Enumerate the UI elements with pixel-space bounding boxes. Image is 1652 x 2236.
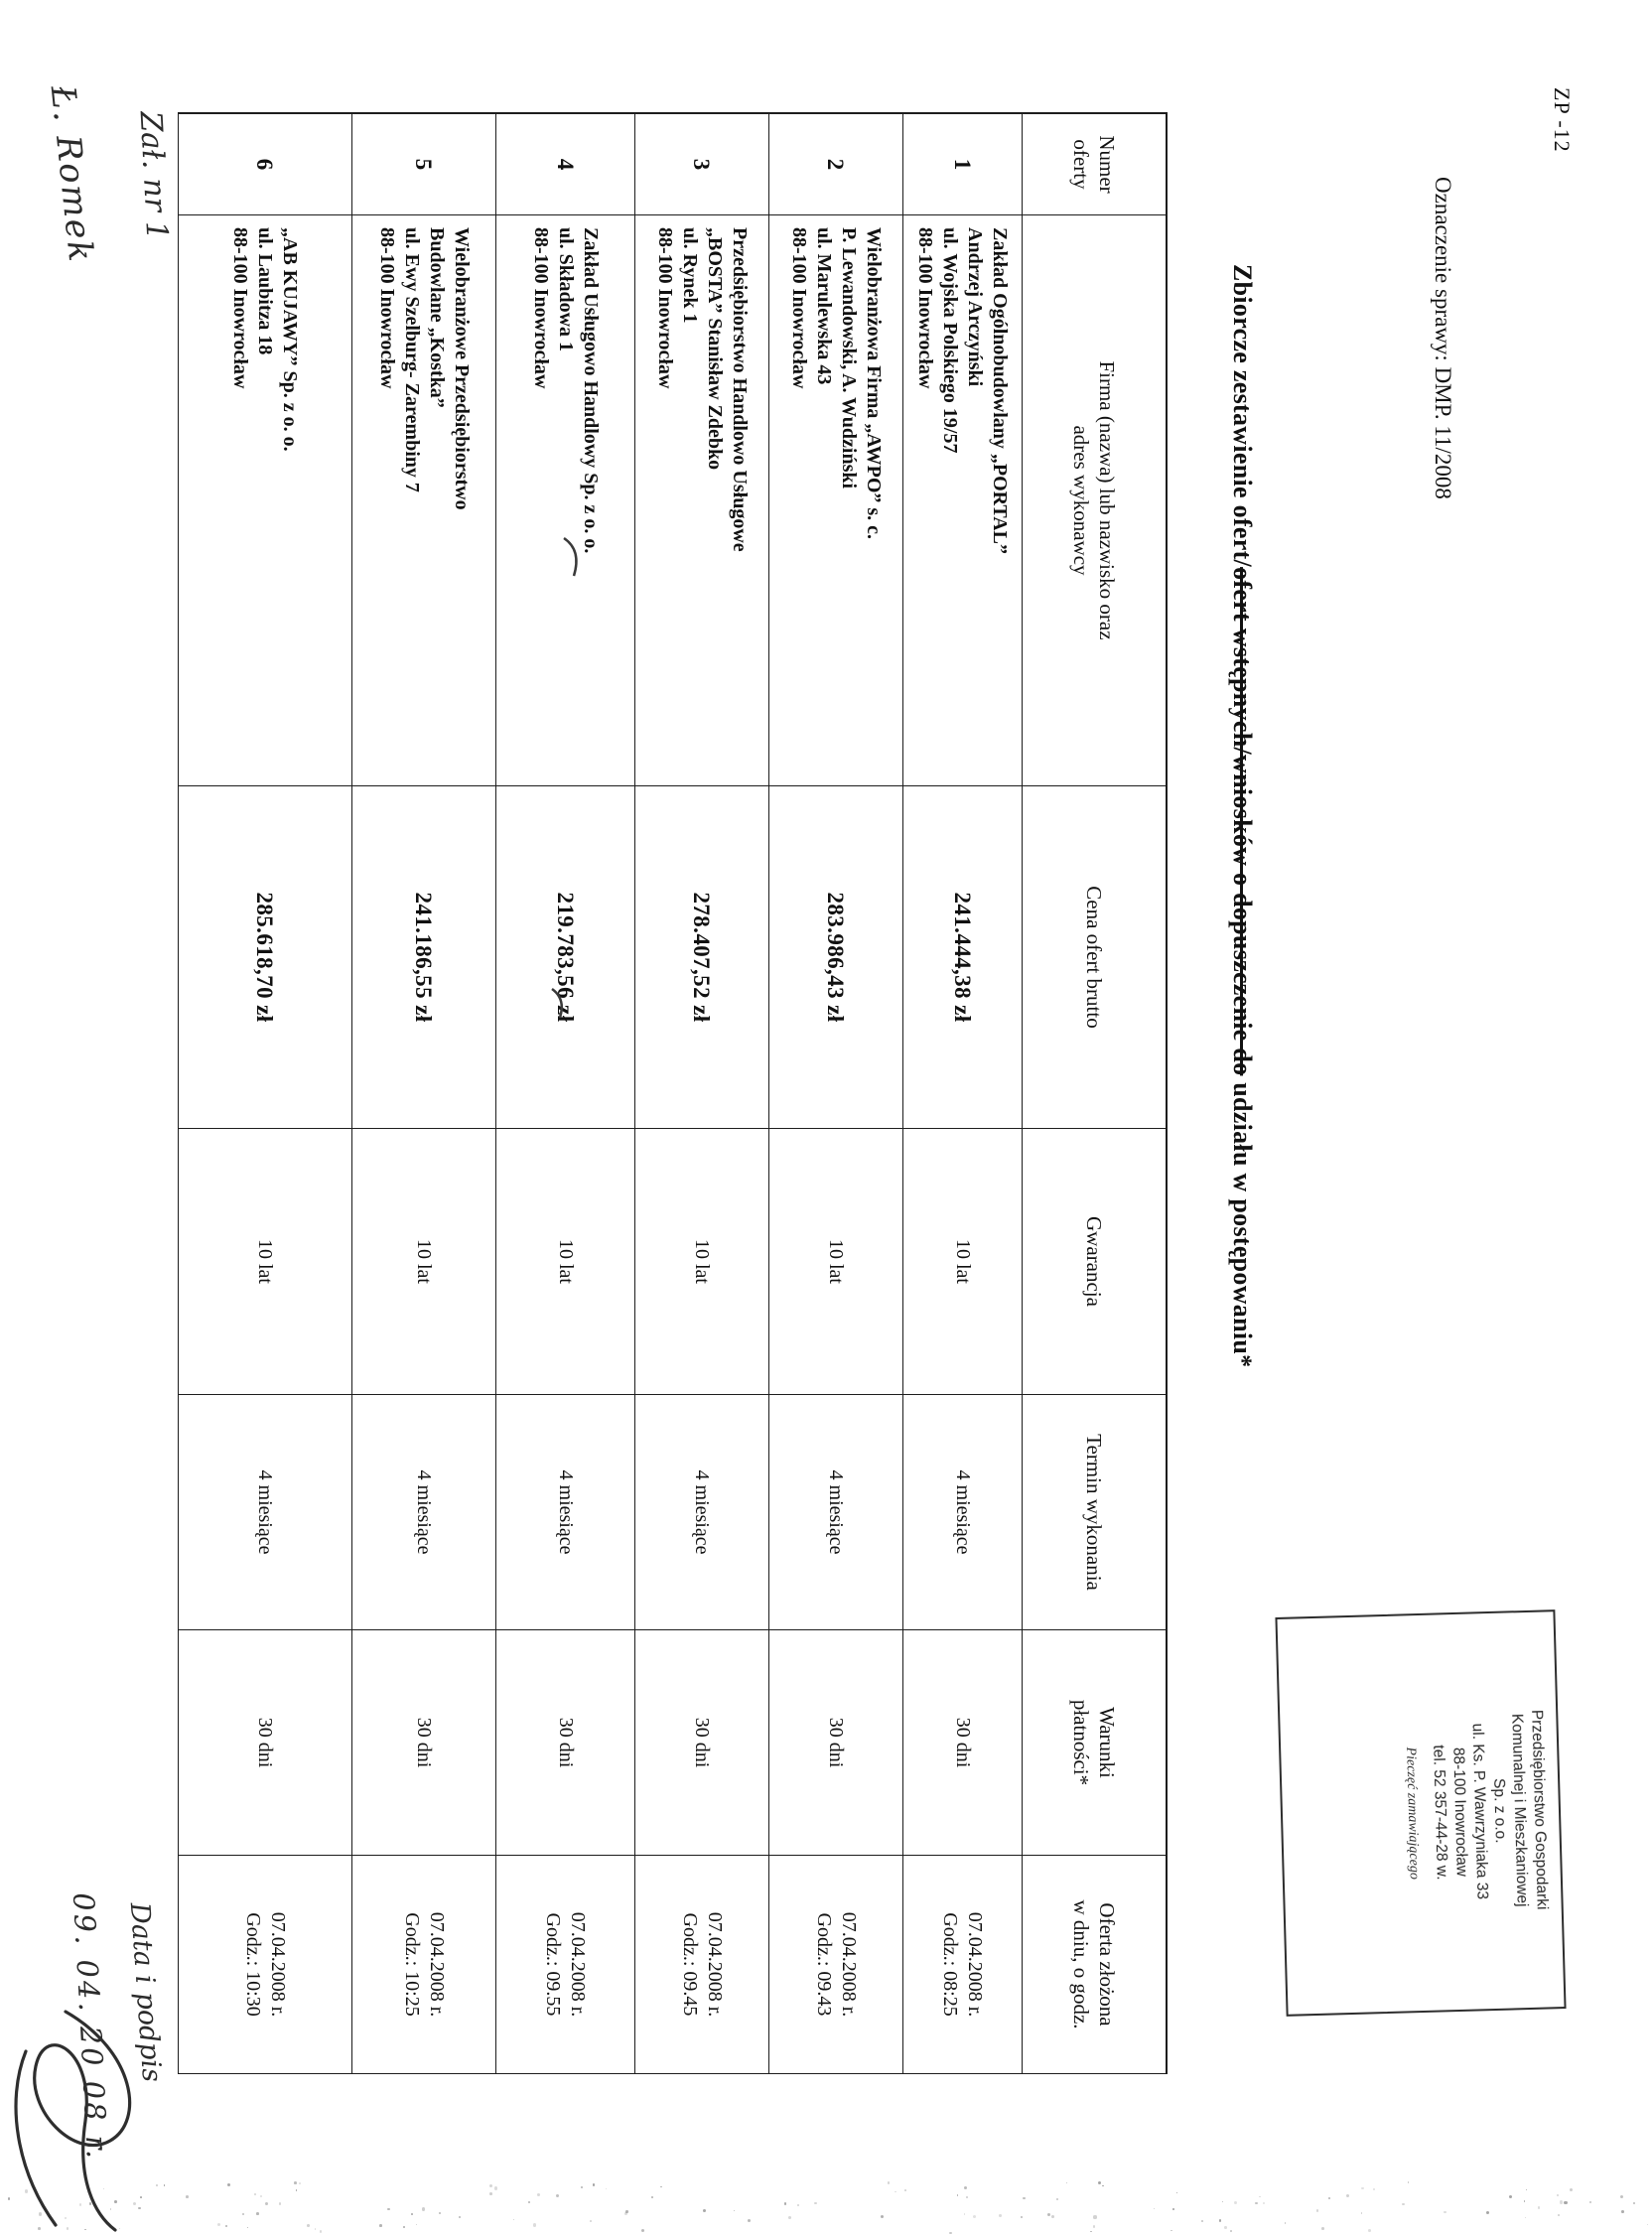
- header-offer-number: Numer oferty: [1022, 114, 1166, 215]
- table-row-3-term: 4 miesiące: [634, 1395, 768, 1630]
- table-row-4-firm: Zakład Usługowo Handlowy Sp. z o. o. ul. Składowa 1 88-100 Inowrocław: [495, 215, 634, 786]
- header-warranty: Gwarancja: [1022, 1129, 1166, 1395]
- table-row-3-firm: Przedsiębiorstwo Handlowo Usługowe „BOSTA” Stanisław Zdebko ul. Rynek 1 88-100 Inowrocław: [634, 215, 768, 786]
- handwritten-date-value: 09. 04. 20 08 r.: [66, 1891, 115, 2163]
- table-row-1-firm: Zakład Ogólnobudowlany „PORTAL” Andrzej Arczyński ul. Wojska Polskiego 19/57 88-100 Inowrocław: [902, 215, 1022, 786]
- handwritten-attachment-note: Zał. nr 1: [132, 110, 175, 241]
- table-row-3-payment: 30 dni: [634, 1630, 768, 1856]
- signature-scribble: [0, 1992, 155, 2236]
- header-submitted: Oferta złożona w dniu, o godz.: [1022, 1856, 1166, 2074]
- header-firm: Firma (nazwa) lub nazwisko oraz adres wykonawcy: [1022, 215, 1166, 786]
- stamp-line: Sp. z o.o.: [1490, 1777, 1509, 1844]
- handwritten-date-label: Data i podpis: [123, 1901, 168, 2083]
- table-row-3-price: 278.407,52 zł: [634, 786, 768, 1129]
- table-row-3-warranty: 10 lat: [634, 1129, 768, 1395]
- table-row-5-price: 241.186,55 zł: [351, 786, 495, 1129]
- offers-table: [178, 112, 1168, 2074]
- table-row-2-firm: Wielobranżowa Firma „AWPO” s. c. P. Lewandowski, A. Wudziński ul. Marulewska 43 88-100 Inowrocław: [768, 215, 902, 786]
- table-row-6-warranty: 10 lat: [178, 1129, 351, 1395]
- stamp-line: Komunalnej i Mieszkaniowej: [1508, 1713, 1531, 1907]
- tick-mark-icon: [546, 987, 568, 1021]
- table-row-4-submitted: 07.04.2008 r. Godz.: 09.55: [495, 1856, 634, 2074]
- table-row-5-submitted: 07.04.2008 r. Godz.: 10:25: [351, 1856, 495, 2074]
- stamp-line: Przedsiębiorstwo Gospodarki: [1528, 1709, 1551, 1910]
- table-row-4-payment: 30 dni: [495, 1630, 634, 1856]
- table-row-4-number: 4: [495, 114, 634, 215]
- header-price: Cena ofert brutto: [1022, 786, 1166, 1129]
- table-row-1-submitted: 07.04.2008 r. Godz.: 08:25: [902, 1856, 1022, 2074]
- table-row-3-number: 3: [634, 114, 768, 215]
- table-row-4-term: 4 miesiące: [495, 1395, 634, 1630]
- stamp-line: 88-100 Inowrocław: [1449, 1747, 1470, 1878]
- table-row-6-firm: „AB KUJAWY” Sp. z o. o. ul. Laubitza 18 88-100 Inowrocław: [178, 215, 351, 786]
- table-row-4-warranty: 10 lat: [495, 1129, 634, 1395]
- table-row-6-submitted: 07.04.2008 r. Godz.: 10:30: [178, 1856, 351, 2074]
- table-row-1-warranty: 10 lat: [902, 1129, 1022, 1395]
- title-prefix: Zbiorcze zestawienie ofert/: [1228, 264, 1257, 568]
- table-row-2-warranty: 10 lat: [768, 1129, 902, 1395]
- stamp-line: tel. 52 357-44-28 w.: [1430, 1745, 1450, 1881]
- stamp-line: ul. Ks. P. Wawrzyniaka 33: [1468, 1723, 1491, 1900]
- table-row-6-number: 6: [178, 114, 351, 215]
- table-row-5-warranty: 10 lat: [351, 1129, 495, 1395]
- header-payment: Warunki płatności*: [1022, 1630, 1166, 1856]
- table-row-1-price: 241.444,38 zł: [902, 786, 1022, 1129]
- header-term: Termin wykonania: [1022, 1395, 1166, 1630]
- table-row-6-price: 285.618,70 zł: [178, 786, 351, 1129]
- table-row-2-number: 2: [768, 114, 902, 215]
- table-row-6-term: 4 miesiące: [178, 1395, 351, 1630]
- table-row-1-number: 1: [902, 114, 1022, 215]
- handwritten-initials: Ł. Romek: [42, 83, 101, 266]
- table-row-6-payment: 30 dni: [178, 1630, 351, 1856]
- table-row-5-number: 5: [351, 114, 495, 215]
- table-row-2-submitted: 07.04.2008 r. Godz.: 09.43: [768, 1856, 902, 2074]
- table-row-1-term: 4 miesiące: [902, 1395, 1022, 1630]
- table-row-2-payment: 30 dni: [768, 1630, 902, 1856]
- title-suffix: udziału w postępowaniu*: [1228, 1075, 1257, 1368]
- company-stamp: [1275, 1609, 1566, 2017]
- table-row-2-term: 4 miesiące: [768, 1395, 902, 1630]
- table-row-1-payment: 30 dni: [902, 1630, 1022, 1856]
- case-reference: Oznaczenie sprawy: DMP. 11/2008: [1431, 177, 1455, 499]
- table-row-2-price: 283.986,43 zł: [768, 786, 902, 1129]
- table-row-5-term: 4 miesiące: [351, 1395, 495, 1630]
- table-row-3-submitted: 07.04.2008 r. Godz.: 09.45: [634, 1856, 768, 2074]
- document-title: [1227, 264, 1257, 1367]
- tick-mark-icon: [558, 536, 584, 580]
- table-row-4-price: 219.783,56 zł: [495, 786, 634, 1129]
- stamp-caption: Pieczęć zamawiającego: [1403, 1747, 1422, 1881]
- title-struck-text: ofert wstępnych/wniosków o dopuszczenie do: [1228, 567, 1257, 1076]
- table-row-5-firm: Wielobranżowe Przedsiębiorstwo Budowlane „Kostka” ul. Ewy Szelburg- Zarembiny 7 88-100 Inowrocław: [351, 215, 495, 786]
- table-row-5-payment: 30 dni: [351, 1630, 495, 1856]
- form-code: ZP -12: [1550, 87, 1575, 153]
